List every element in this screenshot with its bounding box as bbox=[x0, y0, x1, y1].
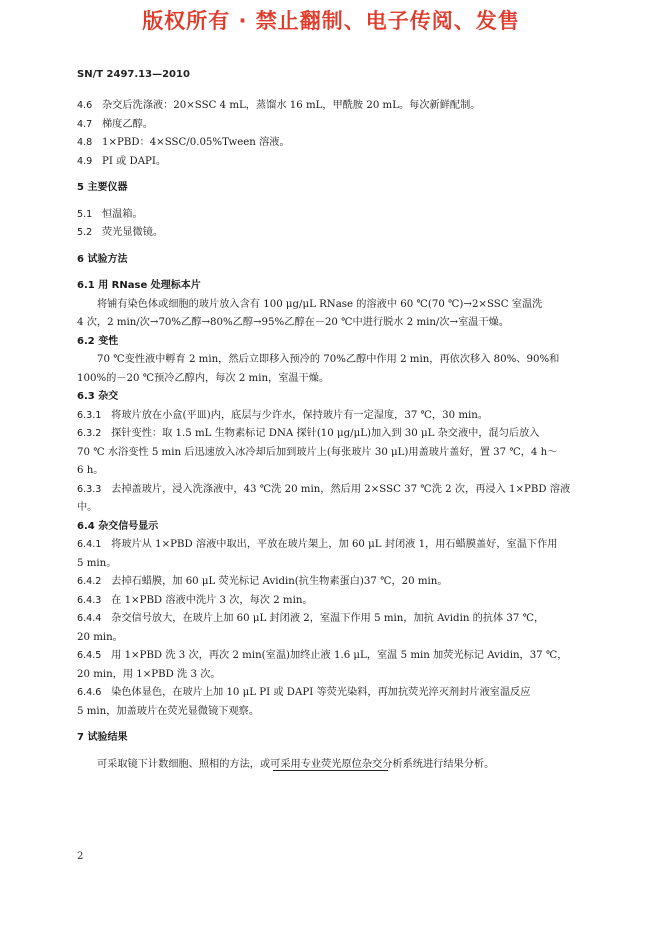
section-6-heading: 6 试验方法 bbox=[77, 253, 128, 265]
section-7-heading: 7 试验结果 bbox=[77, 732, 128, 743]
item-6-4-4-line-1: 6.4.4 杂交信号放大，在玻片上加 60 μL 封闭液 2，室温下作用 5 min，加抗 Avidin 的抗体 37 ℃， bbox=[77, 613, 545, 624]
end-rule bbox=[273, 770, 388, 771]
item-4-6: 4.6 杂交后洗涤液：20×SSC 4 mL，蒸馏水 16 mL，甲酰胺 20 mL。每次新鲜配制。 bbox=[77, 100, 481, 111]
item-6-4-1-line-2: 5 min。 bbox=[77, 557, 117, 569]
subsection-6-3-heading: 6.3 杂交 bbox=[77, 391, 119, 402]
item-6-3-1: 6.3.1 将玻片放在小盒(平皿)内，底层与少许水，保持玻片有一定湿度，37 ℃，30 min。 bbox=[77, 409, 488, 421]
subsection-6-1-heading: 6.1 用 RNase 处理标本片 bbox=[77, 280, 201, 291]
item-6-4-2: 6.4.2 去掉石蜡膜，加 60 μL 荧光标记 Avidin(抗生物素蛋白)37 ℃，20 min。 bbox=[77, 576, 448, 587]
document-body bbox=[77, 97, 587, 774]
item-6-4-4-line-2: 20 min。 bbox=[77, 631, 123, 643]
paragraph-6-1-line-1: 将铺有染色体或细胞的玻片放入含有 100 μg/μL RNase 的溶液中 60 ℃(70 ℃)→2×SSC 室温洗 bbox=[97, 298, 543, 310]
page-number: 2 bbox=[77, 851, 84, 862]
item-6-3-2-line-1: 6.3.2 探针变性：取 1.5 mL 生物素标记 DNA 探针(10 μg/μL)加入到 30 μL 杂交液中，混匀后放入 bbox=[77, 428, 540, 439]
item-6-4-6-line-1: 6.4.6 染色体显色，在玻片上加 10 μL PI 或 DAPI 等荧光染料，再加抗荧光淬灭剂封片液室温反应 bbox=[77, 687, 531, 698]
paragraph-6-1-line-2: 4 次，2 min/次→70%乙醇→80%乙醇→95%乙醇在－20 ℃中进行脱水 2 min/次→室温干燥。 bbox=[77, 317, 510, 328]
item-4-7: 4.7 梯度乙醇。 bbox=[77, 118, 153, 130]
item-4-8: 4.8 1×PBD：4×SSC/0.05%Tween 溶液。 bbox=[77, 137, 290, 148]
section-5-heading: 5 主要仪器 bbox=[77, 182, 128, 193]
paragraph-6-2-line-2: 100%的－20 ℃预冷乙醇内，每次 2 min，室温干燥。 bbox=[77, 372, 330, 384]
subsection-6-2-heading: 6.2 变性 bbox=[77, 335, 119, 347]
item-6-4-3: 6.4.3 在 1×PBD 溶液中洗片 3 次，每次 2 min。 bbox=[77, 594, 313, 606]
item-6-3-3-line-2: 中。 bbox=[77, 502, 98, 513]
item-4-9: 4.9 PI 或 DAPI。 bbox=[77, 155, 167, 167]
item-5-1: 5.1 恒温箱。 bbox=[77, 208, 143, 220]
item-6-4-5-line-2: 20 min，用 1×PBD 洗 3 次。 bbox=[77, 668, 221, 680]
paragraph-6-2-line-1: 70 ℃变性液中孵育 2 min，然后立即移入预冷的 70%乙醇中作用 2 min，再依次移入 80%、90%和 bbox=[97, 354, 560, 365]
item-6-4-1-line-1: 6.4.1 将玻片从 1×PBD 溶液中取出，平放在玻片架上，加 60 μL 封闭液 1，用石蜡膜盖好，室温下作用 bbox=[77, 539, 558, 550]
item-6-4-6-line-2: 5 min，加盖玻片在荧光显微镜下观察。 bbox=[77, 705, 260, 717]
item-5-2: 5.2 荧光显微镜。 bbox=[77, 227, 164, 238]
item-6-3-2-line-2: 70 ℃ 水浴变性 5 min 后迅速放入冰冷却后加到玻片上(每张玻片 30 μL)用盖玻片盖好，置 37 ℃，4 h～ bbox=[77, 446, 558, 458]
section-7-text: 可采取镜下计数细胞、照相的方法，或可采用专业荧光原位杂交分析系统进行结果分析。 bbox=[97, 758, 495, 770]
copyright-watermark: 版权所有 · 禁止翻制、电子传阅、发售 bbox=[142, 9, 520, 33]
item-6-4-5-line-1: 6.4.5 用 1×PBD 洗 3 次，再次 2 min(室温)加终止液 1.6 μL，室温 5 min 加荧光标记 Avidin，37 ℃， bbox=[77, 650, 568, 661]
standard-code: SN/T 2497.13—2010 bbox=[77, 69, 190, 80]
item-6-3-2-line-3: 6 h。 bbox=[77, 465, 104, 476]
subsection-6-4-heading: 6.4 杂交信号显示 bbox=[77, 520, 159, 532]
item-6-3-3-line-1: 6.3.3 去掉盖玻片，浸入洗涤液中，43 ℃洗 20 min，然后用 2×SSC 37 ℃洗 2 次，再浸入 1×PBD 溶液 bbox=[77, 483, 571, 495]
